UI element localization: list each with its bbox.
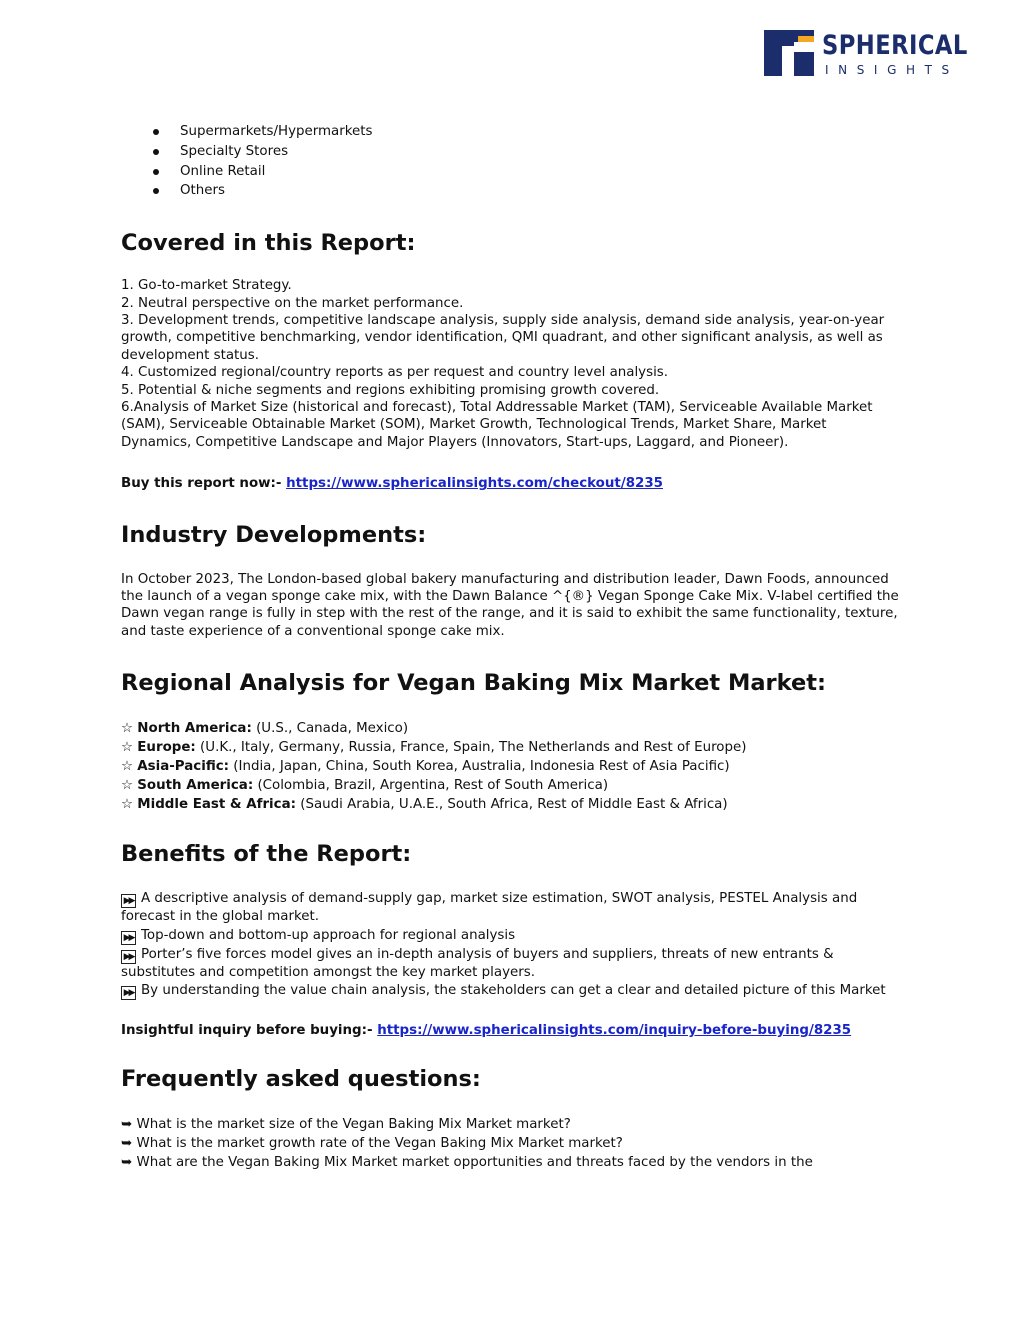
region-name: Europe: bbox=[137, 740, 196, 756]
list-item: 5. Potential & niche segments and regions exhibiting promising growth covered. bbox=[121, 382, 660, 398]
covered-heading: Covered in this Report: bbox=[121, 230, 416, 257]
list-item: Online Retail bbox=[121, 162, 901, 182]
region-countries: (U.K., Italy, Germany, Russia, France, Spain, The Netherlands and Rest of Europe) bbox=[195, 740, 747, 756]
list-item bbox=[121, 719, 901, 738]
list-item: ➥ What is the market growth rate of the Vegan Baking Mix Market market? bbox=[121, 1135, 623, 1151]
brand-logo bbox=[764, 30, 974, 78]
star-icon: ☆ bbox=[121, 759, 134, 775]
list-item bbox=[121, 757, 901, 776]
inquiry-line bbox=[121, 1022, 901, 1039]
list-item: Specialty Stores bbox=[121, 142, 901, 162]
region-name: Asia-Pacific: bbox=[137, 759, 230, 775]
benefits-heading: Benefits of the Report: bbox=[121, 841, 412, 868]
faq-list bbox=[121, 1115, 901, 1172]
region-countries: (India, Japan, China, South Korea, Australia, Indonesia Rest of Asia Pacific) bbox=[229, 759, 730, 775]
arrow-icon: ➥ bbox=[121, 1116, 133, 1132]
benefits-list bbox=[121, 890, 901, 1000]
list-item bbox=[121, 776, 901, 795]
brand-sub: INSIGHTS bbox=[825, 63, 959, 77]
list-item: ➥ What are the Vegan Baking Mix Market market opportunities and threats faced by the vendors in the bbox=[121, 1154, 813, 1170]
region-countries: (Saudi Arabia, U.A.E., South Africa, Rest of Middle East & Africa) bbox=[295, 797, 728, 813]
arrow-icon: ➥ bbox=[121, 1154, 133, 1170]
star-icon: ☆ bbox=[121, 740, 134, 756]
list-item: ▶▶ Porter’s five forces model gives an in-depth analysis of buyers and suppliers, threats of new entrants & substitutes and competition amongst the key market players. bbox=[121, 946, 834, 980]
list-item: 3. Development trends, competitive landscape analysis, supply side analysis, demand side analysis, year-on-year growth, competitive benchmarking, vendor identification, QMI quadrant, and other significant analysis, as well as development status. bbox=[121, 313, 885, 363]
star-icon: ☆ bbox=[121, 797, 134, 813]
region-list bbox=[121, 719, 901, 814]
faq-heading: Frequently asked questions: bbox=[121, 1065, 481, 1092]
buy-line bbox=[121, 475, 901, 492]
list-item: Others bbox=[121, 181, 901, 201]
list-item: ▶▶ A descriptive analysis of demand-supply gap, market size estimation, SWOT analysis, PESTEL Analysis and forecast in the global market. bbox=[121, 891, 858, 925]
document-body bbox=[121, 122, 901, 1172]
region-name: Middle East & Africa: bbox=[137, 797, 296, 813]
developments-text: In October 2023, The London-based global bakery manufacturing and distribution leader, Dawn Foods, announced the launch of a vegan sponge cake mix, with the Dawn Balance ^{®} Vegan Sponge Cake Mix. V-label certified the Dawn vegan range is fully in step with the rest of the range, and it is said to exhibit the same functionality, texture, and taste experience of a conventional sponge cake mix. bbox=[121, 571, 899, 639]
buy-label: Buy this report now:- bbox=[121, 476, 287, 492]
forward-icon: ▶▶ bbox=[121, 931, 136, 945]
arrow-icon: ➥ bbox=[121, 1135, 133, 1151]
forward-icon: ▶▶ bbox=[121, 986, 136, 1000]
buy-link[interactable]: https://www.sphericalinsights.com/checkout/8235 bbox=[286, 476, 663, 492]
list-item: ➥ What is the market size of the Vegan Baking Mix Market market? bbox=[121, 1116, 571, 1132]
list-item: 2. Neutral perspective on the market performance. bbox=[121, 295, 464, 311]
forward-icon: ▶▶ bbox=[121, 950, 136, 964]
logo-mark-icon bbox=[764, 30, 814, 76]
covered-list bbox=[121, 277, 901, 451]
inquiry-link[interactable]: https://www.sphericalinsights.com/inquiry-before-buying/8235 bbox=[377, 1023, 852, 1039]
list-item: 1. Go-to-market Strategy. bbox=[121, 278, 292, 294]
list-item: 6.Analysis of Market Size (historical and forecast), Total Addressable Market (TAM), Serviceable Available Market (SAM), Serviceable Obtainable Market (SOM), Market Growth, Technological Trends, Market Share, Market Dynamics, Competitive Landscape and Major Players (Innovators, Start-ups, Laggard, and Pioneer). bbox=[121, 400, 873, 450]
star-icon: ☆ bbox=[121, 778, 134, 794]
star-icon: ☆ bbox=[121, 721, 134, 737]
list-item bbox=[121, 795, 901, 814]
region-name: North America: bbox=[137, 721, 252, 737]
forward-icon: ▶▶ bbox=[121, 894, 136, 908]
region-countries: (U.S., Canada, Mexico) bbox=[251, 721, 409, 737]
list-item: Supermarkets/Hypermarkets bbox=[121, 122, 901, 142]
region-countries: (Colombia, Brazil, Argentina, Rest of South America) bbox=[253, 778, 609, 794]
regional-heading: Regional Analysis for Vegan Baking Mix Market Market: bbox=[121, 670, 827, 697]
inquiry-label: Insightful inquiry before buying:- bbox=[121, 1023, 378, 1039]
list-item: ▶▶ By understanding the value chain analysis, the stakeholders can get a clear and detailed picture of this Market bbox=[121, 982, 901, 1000]
region-name: South America: bbox=[137, 778, 254, 794]
channel-list bbox=[121, 122, 901, 201]
developments-heading: Industry Developments: bbox=[121, 521, 427, 548]
list-item: ▶▶ Top-down and bottom-up approach for regional analysis bbox=[121, 927, 901, 945]
brand-name: SPHERICAL bbox=[822, 30, 968, 61]
list-item: 4. Customized regional/country reports as per request and country level analysis. bbox=[121, 365, 669, 381]
list-item bbox=[121, 738, 901, 757]
